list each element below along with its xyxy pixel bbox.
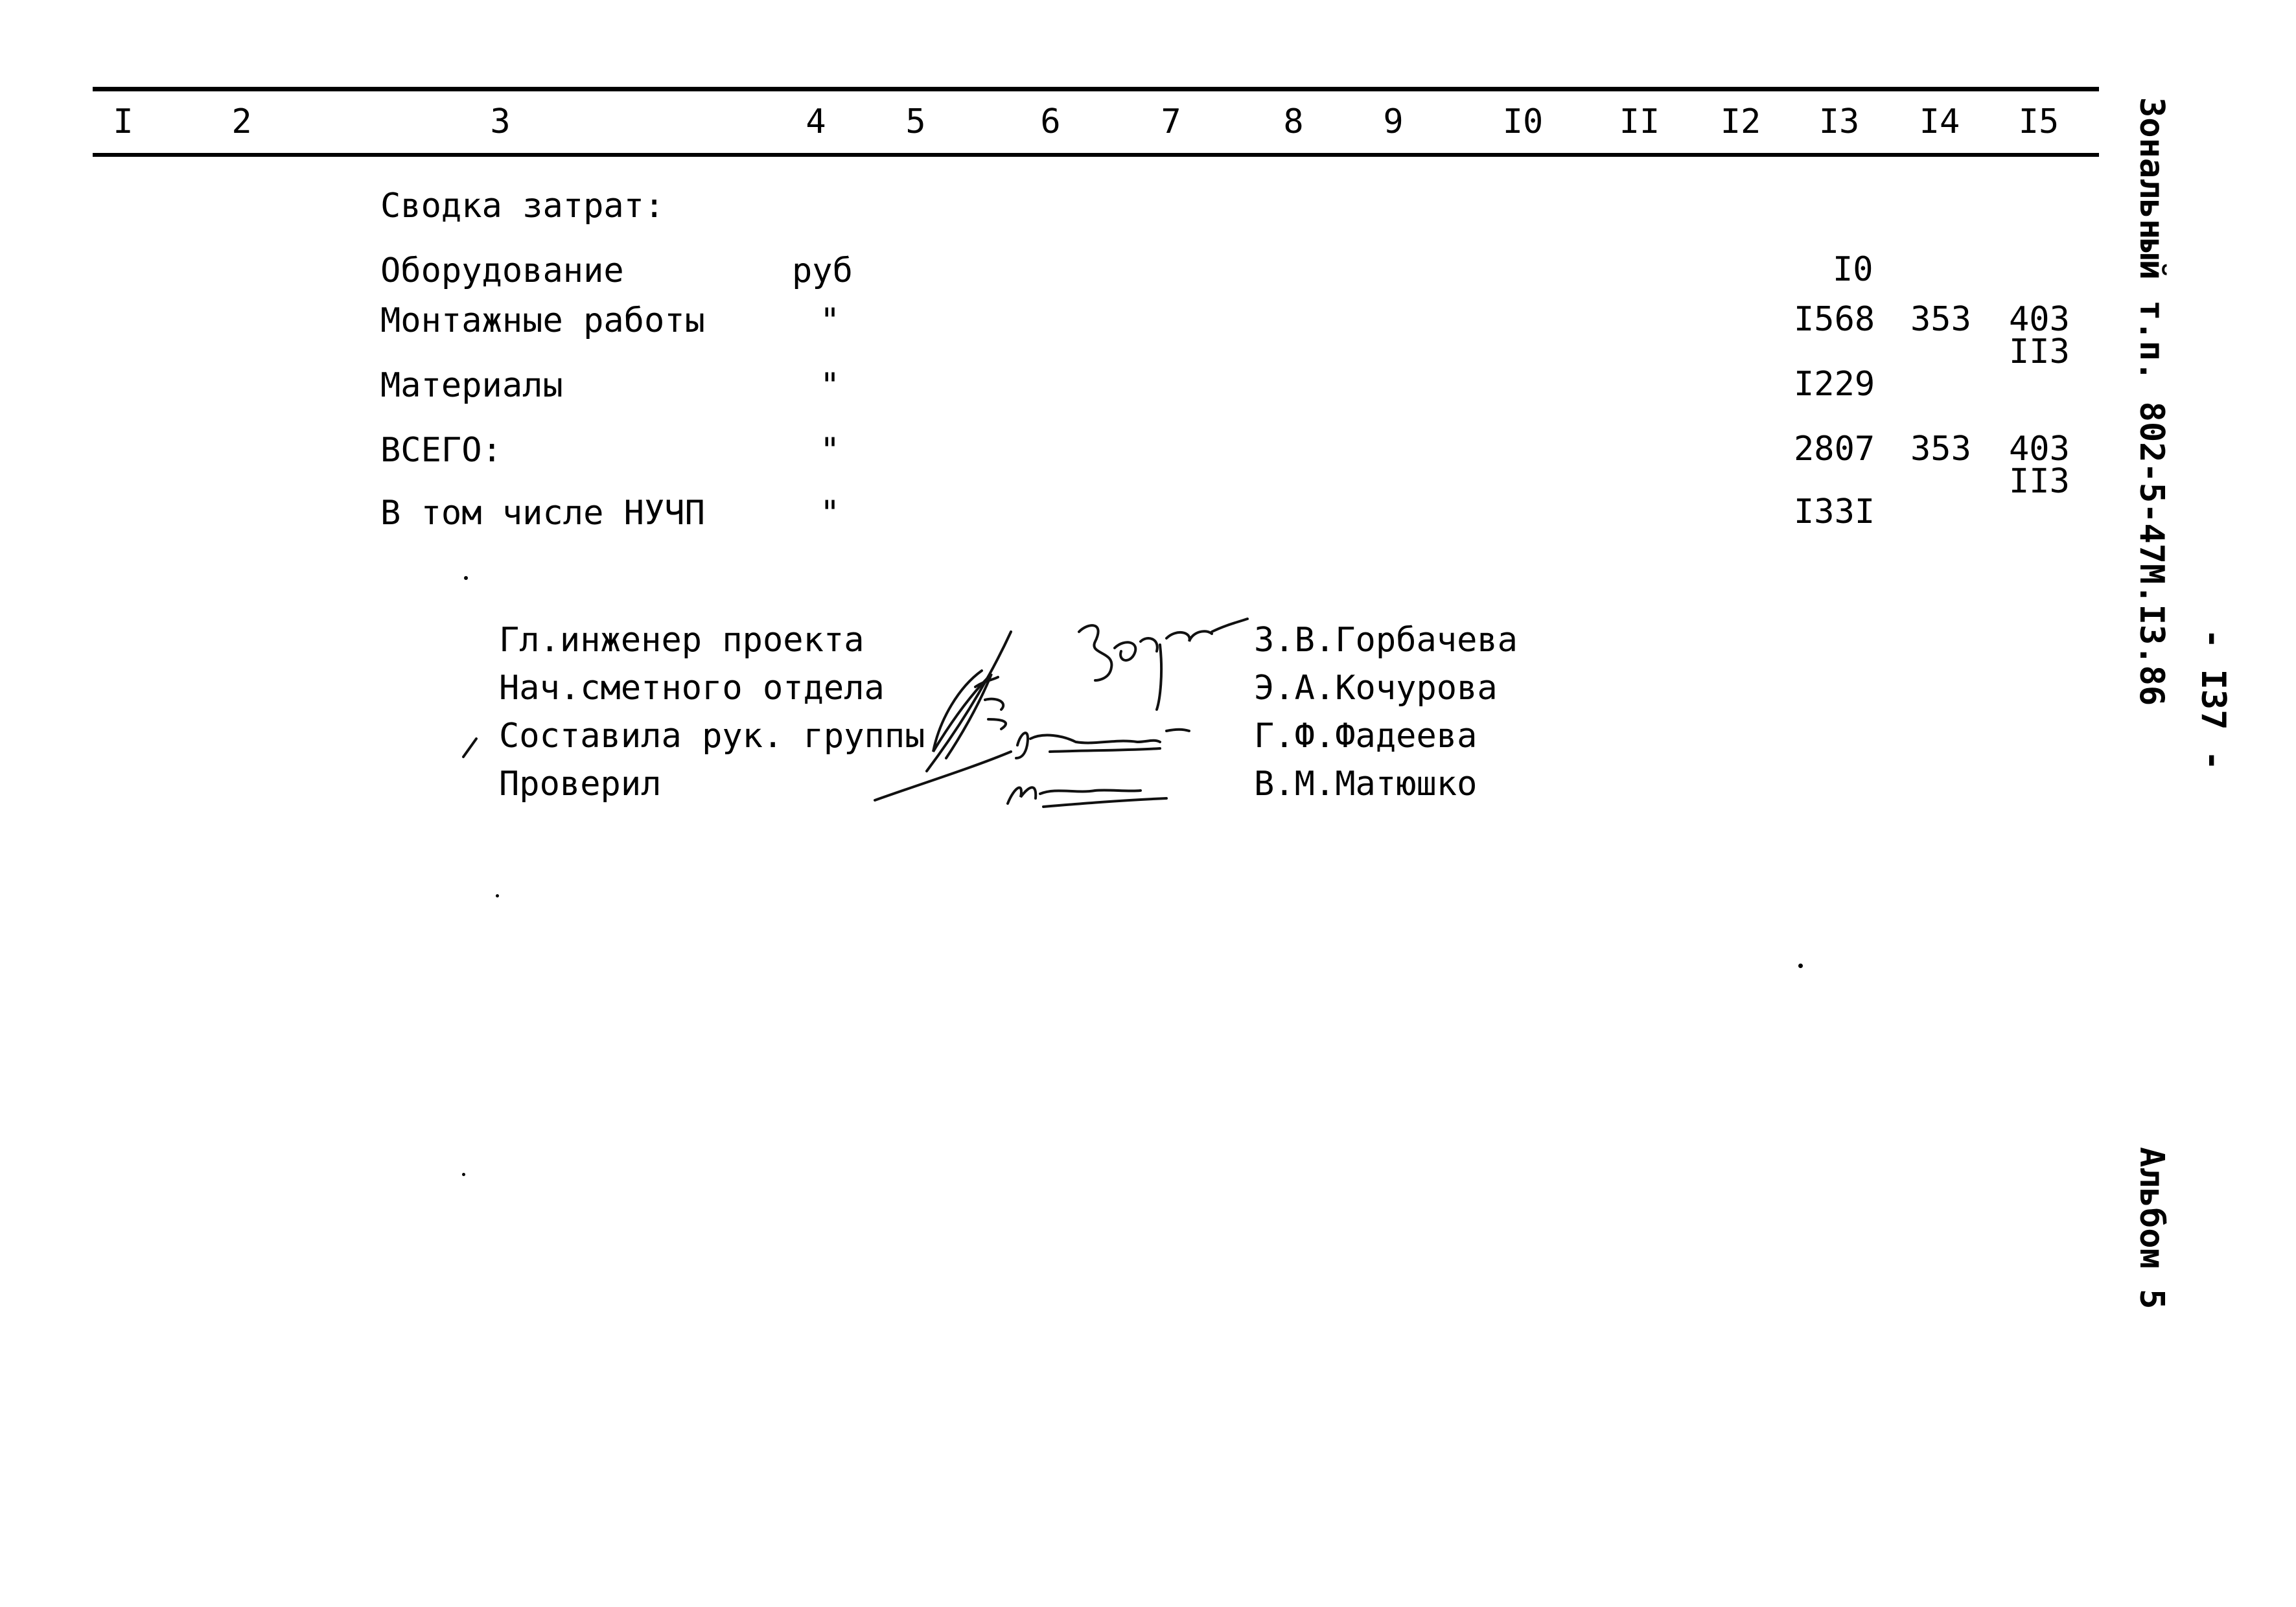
row-label: В том числе НУЧП	[380, 494, 705, 533]
margin-tick-mark	[463, 739, 476, 757]
signature-name: Г.Ф.Фадеева	[1254, 717, 1478, 756]
row-unit: "	[820, 301, 841, 340]
row-col14-value: 353	[1910, 300, 1971, 339]
signature-role: Составила рук. группы	[499, 717, 925, 756]
row-col15-subvalue: II3	[2009, 332, 2070, 371]
column-number-9: 9	[1383, 102, 1404, 141]
column-number-2: 2	[231, 102, 252, 141]
speck	[464, 576, 468, 580]
column-number-6: 6	[1040, 102, 1061, 141]
column-number-3: 3	[490, 102, 511, 141]
signature-role: Гл.инженер проекта	[499, 621, 864, 660]
row-col13-value: 2807	[1794, 430, 1875, 468]
signature-name: Э.А.Кочурова	[1254, 669, 1498, 708]
column-number-1: I	[113, 102, 133, 141]
row-col13-value: I33I	[1794, 492, 1875, 531]
section-title: Сводка затрат:	[380, 187, 665, 225]
row-unit: руб	[792, 251, 853, 290]
column-number-5: 5	[905, 102, 926, 141]
column-number-4: 4	[806, 102, 826, 141]
row-unit: "	[820, 366, 841, 405]
speck	[1798, 964, 1803, 968]
column-number-12: I2	[1720, 102, 1761, 141]
row-col15-value: 403	[2009, 430, 2070, 468]
speck	[496, 894, 499, 897]
signature-name: В.М.Матюшко	[1254, 765, 1478, 804]
row-label: ВСЕГО:	[380, 431, 502, 470]
row-label: Монтажные работы	[380, 301, 705, 340]
column-number-14: I4	[1919, 102, 1960, 141]
row-col15-subvalue: II3	[2009, 462, 2070, 501]
column-number-13: I3	[1818, 102, 1860, 141]
album-label-vertical: Альбом 5	[2132, 1147, 2171, 1310]
signature-role: Проверил	[499, 765, 662, 804]
row-col13-value: I0	[1833, 250, 1873, 289]
column-number-7: 7	[1161, 102, 1181, 141]
row-label: Материалы	[380, 366, 563, 405]
column-number-8: 8	[1283, 102, 1304, 141]
column-number-10: I0	[1502, 102, 1544, 141]
row-col15-value: 403	[2009, 300, 2070, 339]
row-col13-value: I568	[1794, 300, 1875, 339]
row-unit: "	[820, 494, 841, 533]
document-code-vertical: Зональный т.п. 802-5-47М.I3.86	[2132, 97, 2171, 706]
row-label: Оборудование	[380, 251, 624, 290]
column-number-15: I5	[2018, 102, 2059, 141]
row-col14-value: 353	[1910, 430, 1971, 468]
signature-role: Нач.сметного отдела	[499, 669, 885, 708]
speck	[462, 1173, 465, 1176]
page-number-vertical: - I37 -	[2194, 629, 2232, 771]
row-col13-value: I229	[1794, 365, 1875, 404]
column-number-11: II	[1619, 102, 1660, 141]
row-unit: "	[820, 431, 841, 470]
signature-name: З.В.Горбачева	[1254, 621, 1518, 660]
